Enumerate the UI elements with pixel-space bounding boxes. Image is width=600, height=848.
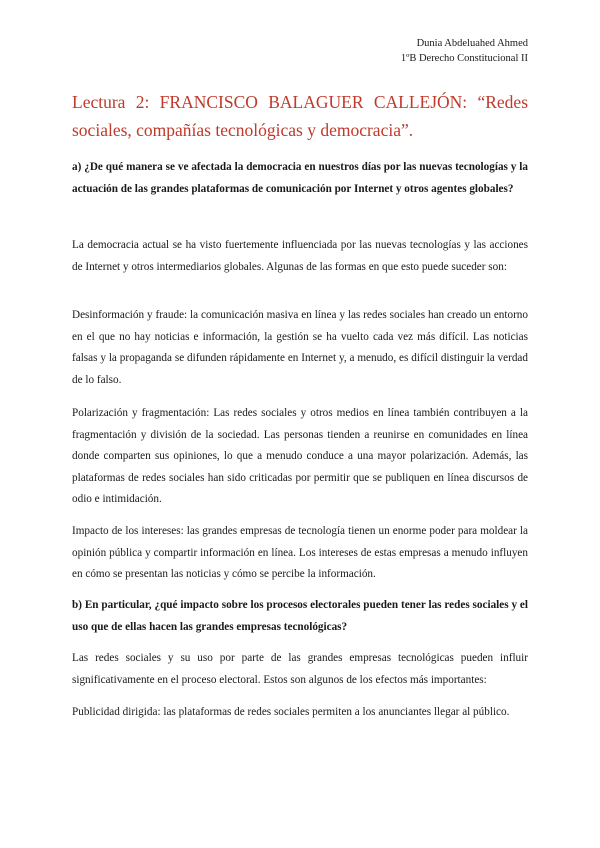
paragraph-desinformacion: Desinformación y fraude: la comunicación masiva en línea y las redes sociales han creado un entorno en el que no hay noticias e información, la gestión se ha vuelto cada vez más difícil. Las noticias falsas y la propaganda se difunden rápidamente en Internet y, a menudo, es difícil distinguir la verdad de lo falso.	[72, 309, 528, 386]
course-name: 1ºB Derecho Constitucional II	[400, 53, 528, 64]
paragraph-polarizacion: Polarización y fragmentación: Las redes sociales y otros medios en línea también contribuyen a la fragmentación y división de la sociedad. Las personas tienden a reunirse en comunidades en línea donde comparten sus opiniones, lo que a menudo conduce a una mayor polarización. Además, las plataformas de redes sociales han sido criticadas por permitir que se publiquen en línea discursos de odio e intimidación.	[72, 407, 528, 505]
paragraph-intro-a: La democracia actual se ha visto fuertemente influenciada por las nuevas tecnologías y las acciones de Internet y otros intermediarios globales. Algunas de las formas en que esto puede suceder son:	[72, 239, 528, 273]
document-title: Lectura 2: FRANCISCO BALAGUER CALLEJÓN: “Redes sociales, compañías tecnológicas y democracia”.	[72, 92, 528, 140]
paragraph-intro-b: Las redes sociales y su uso por parte de las grandes empresas tecnológicas pueden influir significativamente en el proceso electoral. Estos son algunos de los efectos más importantes:	[72, 652, 528, 686]
question-b: b) En particular, ¿qué impacto sobre los procesos electorales pueden tener las redes sociales y el uso que de ellas hacen las grandes empresas tecnológicas?	[72, 599, 528, 633]
author-name: Dunia Abdeluahed Ahmed	[416, 38, 528, 49]
page-header	[401, 36, 528, 66]
paragraph-publicidad: Publicidad dirigida: las plataformas de redes sociales permiten a los anunciantes llegar al público.	[72, 706, 510, 718]
paragraph-impacto: Impacto de los intereses: las grandes empresas de tecnología tienen un enorme poder para moldear la opinión pública y compartir información en línea. Los intereses de estas empresas a menudo influyen en cómo se presentan las noticias y cómo se percibe la información.	[72, 525, 528, 580]
question-a: a) ¿De qué manera se ve afectada la democracia en nuestros días por las nuevas tecnologías y la actuación de las grandes plataformas de comunicación por Internet y otros agentes globales?	[72, 161, 528, 195]
